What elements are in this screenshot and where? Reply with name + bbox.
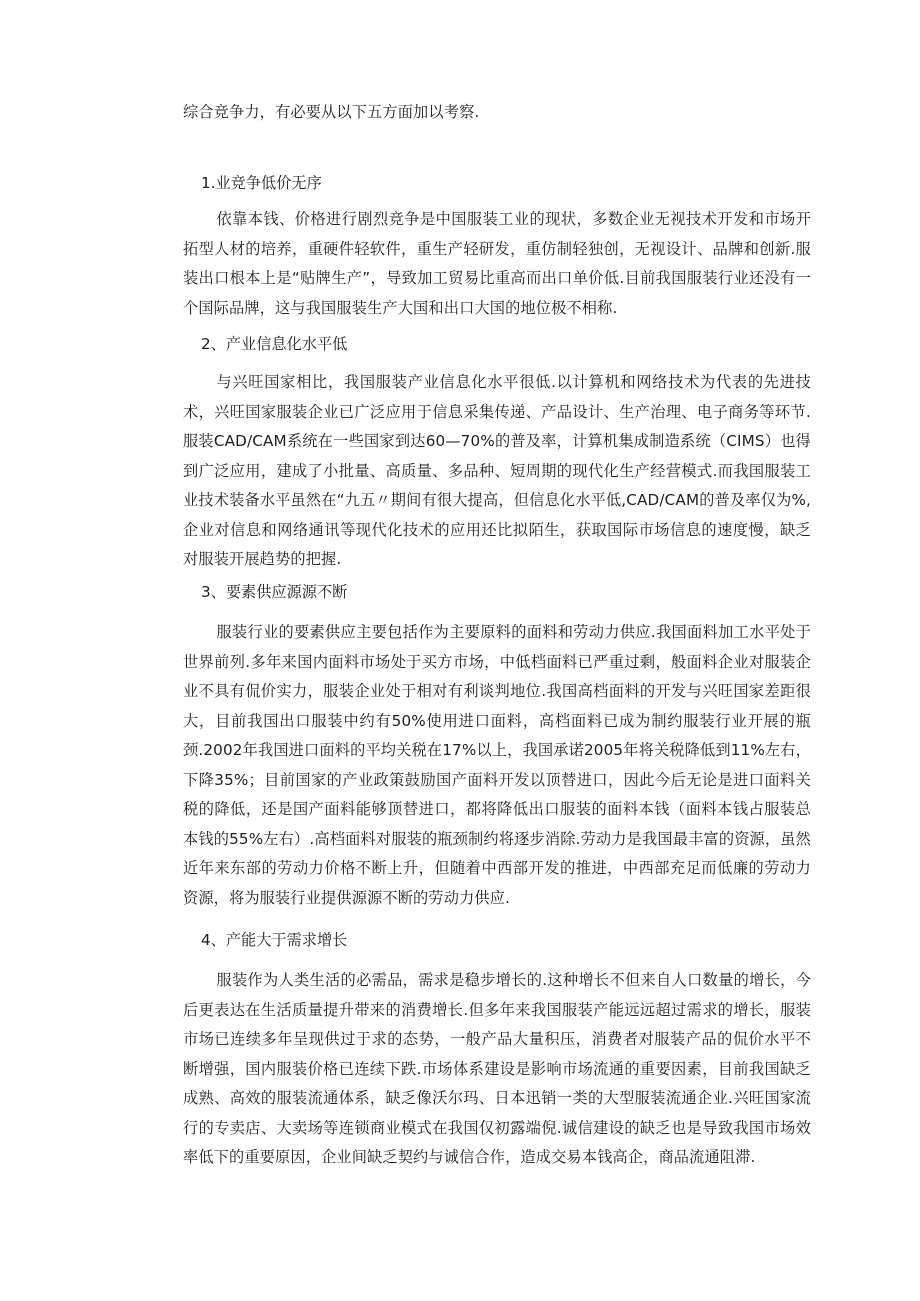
intro-paragraph: 综合竞争力，有必要从以下五方面加以考察. <box>183 103 480 121</box>
section-paragraph-3: 服装行业的要素供应主要包括作为主要原料的面料和劳动力供应.我国面料加工水平处于世界前列.多年来国内面料市场处于买方市场，中低档面料已严重过剩，般面料企业对服装企业不具有侃价实力，服装企业处于相对有利谈判地位.我国高档面料的开发与兴旺国家差距很大，目前我国出口服装中约有50%使用进口面料，高档面料已成为制约服装行业开展的瓶颈.2002年我国进口面料的平均关税在17%以上，我国承诺2005年将关税降低到11%左右，下降35%；目前国家的产业政策鼓励国产面料开发以顶替进口，因此今后无论是进口面料关税的降低，还是国产面料能够顶替进口，都将降低出口服装的面料本钱（面料本钱占服装总本钱的55%左右）.高档面料对服装的瓶颈制约将逐步消除.劳动力是我国最丰富的资源，虽然近年来东部的劳动力价格不断上升，但随着中西部开发的推进，中西部充足而低廉的劳动力资源，将为服装行业提供源源不断的劳动力供应. <box>183 623 811 907</box>
section-paragraph-1: 依靠本钱、价格进行剧烈竞争是中国服装工业的现状，多数企业无视技术开发和市场开拓型人材的培养，重硬件轻软件，重生产轻研发，重仿制轻独创，无视设计、品牌和创新.服装出口根本上是“贴牌生产”，导致加工贸易比重高而出口单价低.目前我国服装行业还没有一个国际品牌，这与我国服装生产大国和出口大国的地位极不相称. <box>183 210 811 317</box>
section-heading-4: 4、产能大于需求增长 <box>201 931 348 949</box>
section-heading-1: 1.业竞争低价无序 <box>201 174 322 192</box>
section-heading-2: 2、产业信息化水平低 <box>201 335 348 353</box>
section-paragraph-4: 服装作为人类生活的必需品，需求是稳步增长的.这种增长不但来自人口数量的增长，今后更表达在生活质量提升带来的消费增长.但多年来我国服装产能远远超过需求的增长，服装市场已连续多年呈现供过于求的态势，一般产品大量积压，消费者对服装产品的侃价水平不断增强，国内服装价格已连续下跌.市场体系建设是影响市场流通的重要因素，目前我国缺乏成熟、高效的服装流通体系，缺乏像沃尔玛、日本迅销一类的大型服装流通企业.兴旺国家流行的专卖店、大卖场等连锁商业模式在我国仅初露端倪.诚信建设的缺乏也是导致我国市场效率低下的重要原因，企业间缺乏契约与诚信合作，造成交易本钱高企，商品流通阻滞. <box>183 971 811 1166</box>
section-paragraph-2: 与兴旺国家相比，我国服装产业信息化水平很低.以计算机和网络技术为代表的先进技术，兴旺国家服装企业已广泛应用于信息采集传递、产品设计、生产治理、电子商务等环节.服装CAD/CAM系统在一些国家到达60—70%的普及率，计算机集成制造系统（CIMS）也得到广泛应用，建成了小批量、高质量、多品种、短周期的现代化生产经营模式.而我国服装工业技术装备水平虽然在“九五〃期间有很大提高，但信息化水平低,CAD/CAM的普及率仅为%,企业对信息和网络通讯等现代化技术的应用还比拟陌生，获取国际市场信息的速度慢，缺乏对服装开展趋势的把握. <box>183 373 811 568</box>
section-heading-3: 3、要素供应源源不断 <box>201 583 348 601</box>
